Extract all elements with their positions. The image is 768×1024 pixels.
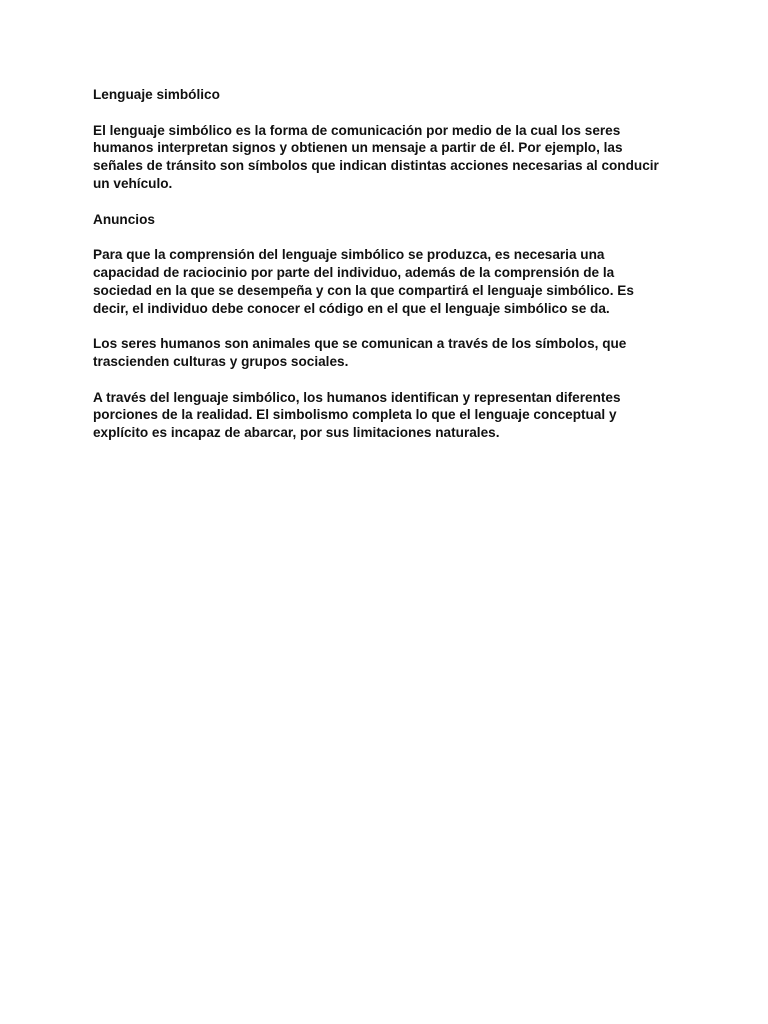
paragraph-ads-label: Anuncios	[93, 211, 155, 227]
paragraph-humans-symbols: Los seres humanos son animales que se comunican a través de los símbolos, que trascienden culturas y grupos sociales.	[93, 336, 627, 369]
paragraph-definition: El lenguaje simbólico es la forma de comunicación por medio de la cual los seres humanos interpretan signos y obtienen un mensaje a partir de él. Por ejemplo, las señales de tránsito son símbolos que indican distintas acciones necesarias al conducir un vehículo.	[93, 122, 659, 191]
document-body	[93, 86, 668, 460]
paragraph-reality: A través del lenguaje simbólico, los humanos identifican y representan diferentes porciones de la realidad. El simbolismo completa lo que el lenguaje conceptual y explícito es incapaz de abarcar, por sus limitaciones naturales.	[93, 389, 621, 441]
document-heading: Lenguaje simbólico	[93, 87, 220, 102]
paragraph-comprehension: Para que la comprensión del lenguaje simbólico se produzca, es necesaria una capacidad de raciocinio por parte del individuo, además de la comprensión de la sociedad en la que se desempeña y con la que compartirá el lenguaje simbólico. Es decir, el individuo debe conocer el código en el que el lenguaje simbólico se da.	[93, 247, 634, 316]
